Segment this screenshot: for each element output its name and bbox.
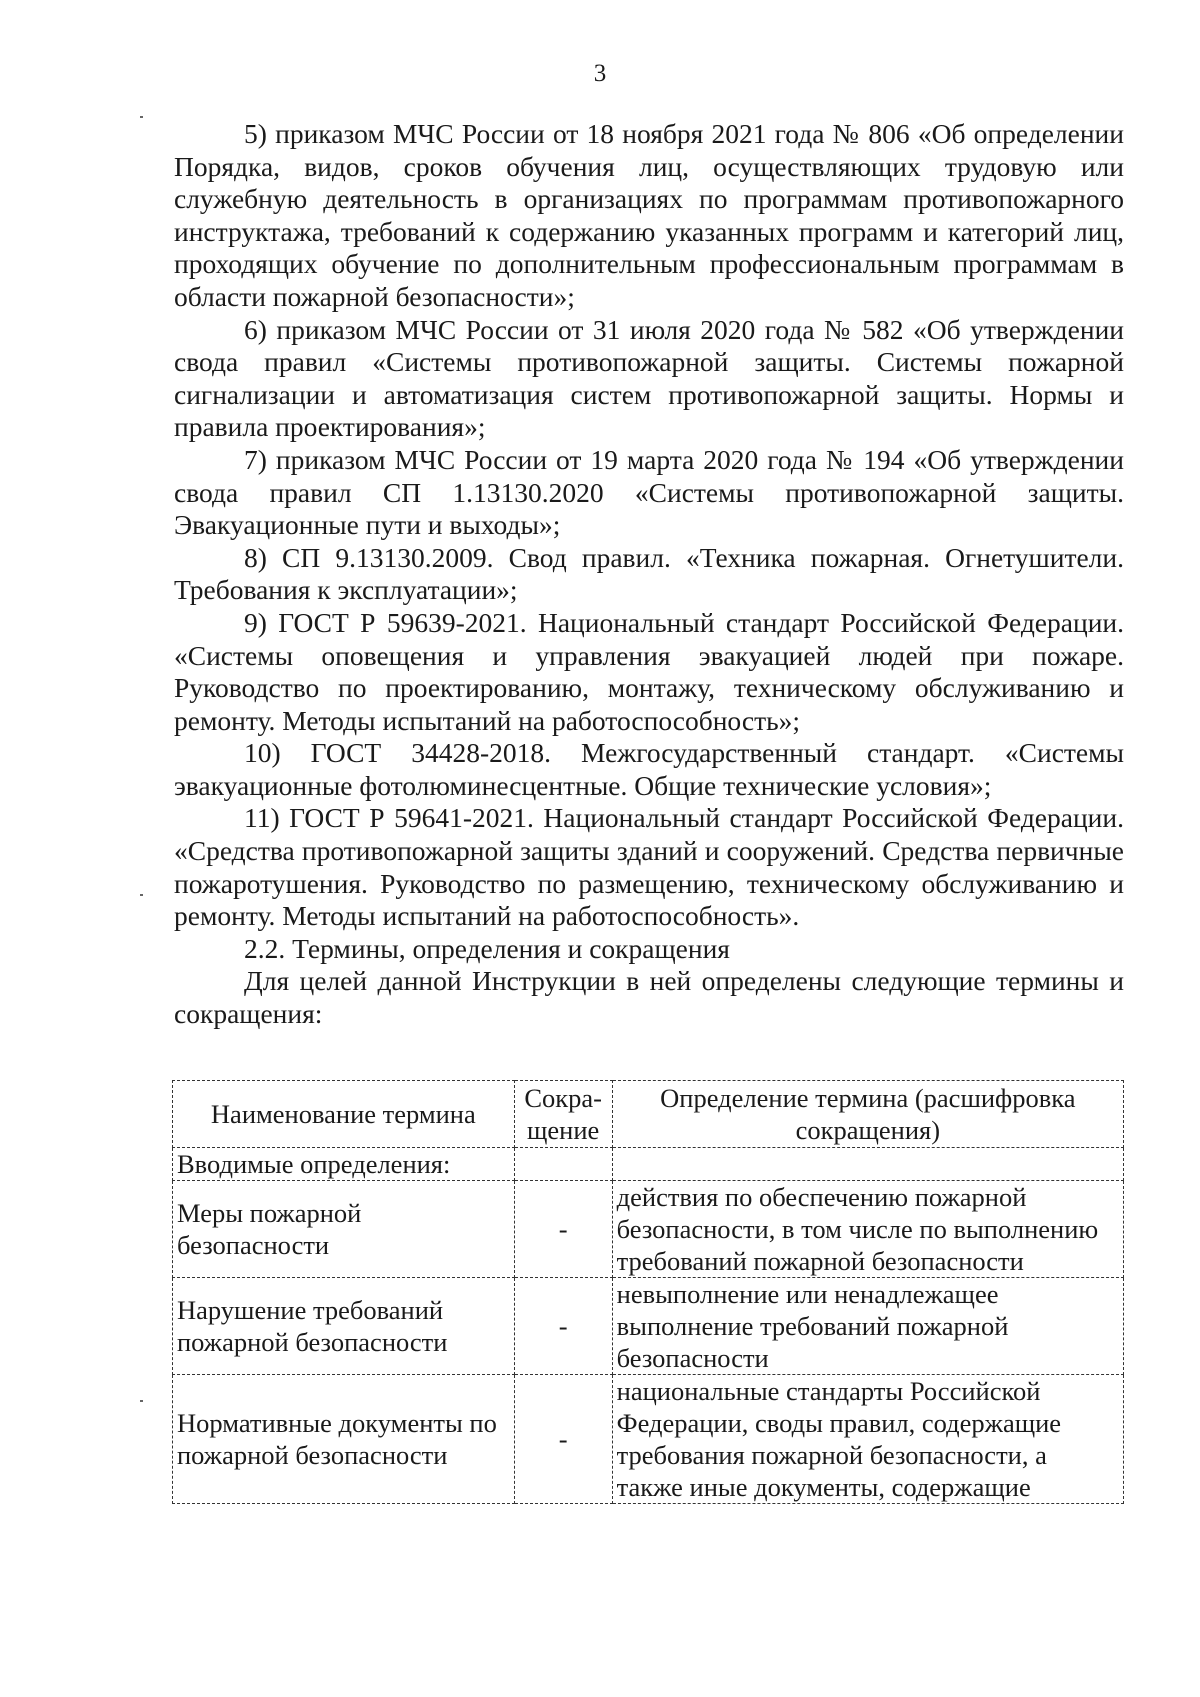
page-number: 3 (593, 60, 607, 87)
intro-paragraph: Для целей данной Инструкции в ней определены следующие термины и сокращения: (174, 965, 1124, 1030)
margin-mark (140, 116, 143, 118)
list-item-6: 6) приказом МЧС России от 31 июля 2020 года № 582 «Об утверждении свода правил «Системы противопожарной защиты. Системы пожарной сигнализации и автоматизация систем противопожарной защиты. Нормы и правила проектирования»; (174, 313, 1124, 443)
margin-mark (140, 894, 143, 896)
list-item-7: 7) приказом МЧС России от 19 марта 2020 года № 194 «Об утверждении свода правил СП 1.13130.2020 «Системы противопожарной защиты. Эвакуационные пути и выходы»; (174, 443, 1124, 541)
list-item-11: 11) ГОСТ Р 59641-2021. Национальный стандарт Российской Федерации. «Средства противопожарной защиты зданий и сооружений. Средства первичные пожаротушения. Руководство по размещению, техническому обслуживанию и ремонту. Методы испытаний на работоспособность». (174, 802, 1124, 932)
header-term-name: Наименование термина (173, 1081, 515, 1148)
body-text (174, 118, 1124, 1031)
table-row (173, 1278, 1124, 1375)
term-abbreviation: - (514, 1278, 612, 1375)
term-definition: национальные стандарты Российской Федерации, своды правил, содержащие требования пожарной безопасности, а также иные документы, содержащие (612, 1375, 1123, 1504)
term-abbreviation: - (514, 1181, 612, 1278)
list-item-10: 10) ГОСТ 34428-2018. Межгосударственный стандарт. «Системы эвакуационные фотолюминесцентные. Общие технические условия»; (174, 737, 1124, 801)
table-section-row (173, 1148, 1124, 1181)
section-label: Вводимые определения: (173, 1148, 515, 1181)
term-definition: действия по обеспечению пожарной безопасности, в том числе по выполнению требований пожарной безопасности (612, 1181, 1123, 1278)
term-name: Меры пожарной безопасности (173, 1181, 515, 1278)
margin-mark (140, 1400, 143, 1402)
term-abbreviation: - (514, 1375, 612, 1504)
terms-table (172, 1080, 1124, 1504)
header-definition: Определение термина (расшифровка сокращения) (612, 1081, 1123, 1148)
table-row (173, 1181, 1124, 1278)
list-item-8: 8) СП 9.13130.2009. Свод правил. «Техника пожарная. Огнетушители. Требования к эксплуатации»; (174, 541, 1124, 606)
empty-cell (514, 1148, 612, 1181)
term-name: Нарушение требований пожарной безопасности (173, 1278, 515, 1375)
table-row (173, 1375, 1124, 1504)
header-abbreviation: Сокра-щение (514, 1081, 612, 1148)
empty-cell (612, 1148, 1123, 1181)
section-heading: 2.2. Термины, определения и сокращения (244, 932, 730, 964)
table-header-row (173, 1081, 1124, 1148)
term-name: Нормативные документы по пожарной безопасности (173, 1375, 515, 1504)
list-item-9: 9) ГОСТ Р 59639-2021. Национальный стандарт Российской Федерации. «Системы оповещения и управления эвакуацией людей при пожаре. Руководство по проектированию, монтажу, техническому обслуживанию и ремонту. Методы испытаний на работоспособность»; (174, 606, 1124, 736)
list-item-5: 5) приказом МЧС России от 18 ноября 2021 года № 806 «Об определении Порядка, видов, сроков обучения лиц, осуществляющих трудовую или служебную деятельность в организациях по программам противопожарного инструктажа, требований к содержанию указанных программ и категорий лиц, проходящих обучение по дополнительным профессиональным программам в области пожарной безопасности»; (174, 118, 1124, 312)
term-definition: невыполнение или ненадлежащее выполнение требований пожарной безопасности (612, 1278, 1123, 1375)
